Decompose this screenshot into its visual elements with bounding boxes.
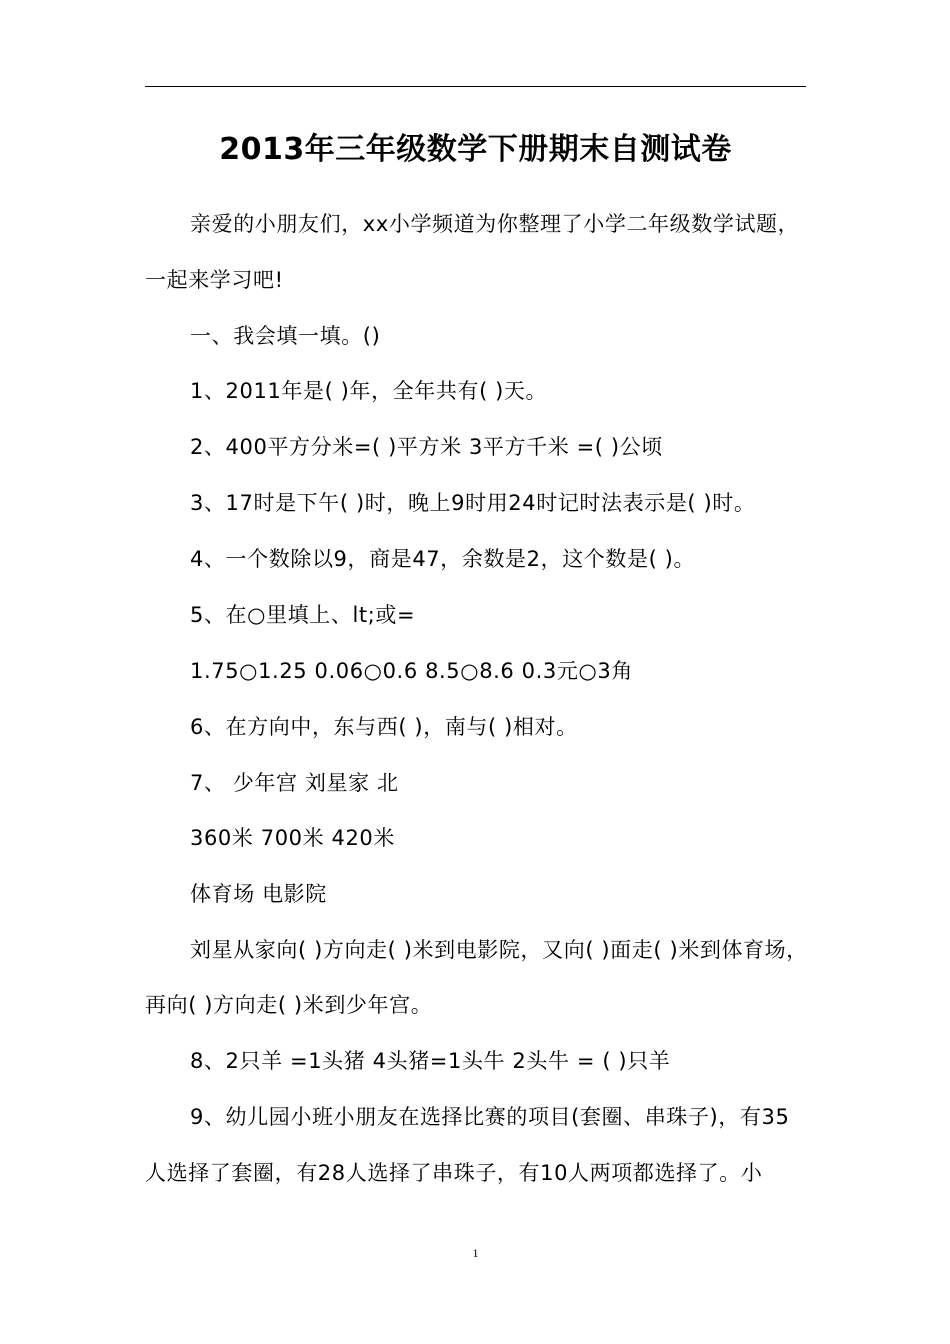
text-line: 一起来学习吧! <box>145 268 284 292</box>
question-line: 再向( )方向走( )米到少年宫。 <box>145 993 433 1017</box>
question-line: 8、2只羊 =1头猪 4头猪=1头牛 2头牛 = ( )只羊 <box>190 1049 671 1073</box>
question-line: 1.75○1.25 0.06○0.6 8.5○8.6 0.3元○3角 <box>190 659 633 683</box>
document-title: 2013年三年级数学下册期末自测试卷 <box>219 132 732 167</box>
question-line: 3、17时是下午( )时，晚上9时用24时记时法表示是( )时。 <box>190 491 756 515</box>
question-line: 2、400平方分米=( )平方米 3平方千米 =( )公顷 <box>190 435 663 459</box>
question-line: 1、2011年是( )年，全年共有( )天。 <box>190 379 548 403</box>
header-rule <box>145 86 806 87</box>
question-line: 360米 700米 420米 <box>190 826 395 850</box>
question-line: 刘星从家向( )方向走( )米到电影院，又向( )面走( )米到体育场， <box>190 938 808 962</box>
question-line: 7、 少年宫 刘星家 北 <box>190 771 399 795</box>
question-line: 人选择了套圈，有28人选择了串珠子，有10人两项都选择了。小 <box>145 1161 763 1185</box>
text-line: 亲爱的小朋友们，xx小学频道为你整理了小学二年级数学试题， <box>190 212 800 236</box>
question-line: 5、在○里填上、lt;或= <box>190 603 416 627</box>
question-line: 4、一个数除以9，商是47，余数是2，这个数是( )。 <box>190 547 696 571</box>
question-line: 6、在方向中，东与西( )，南与( )相对。 <box>190 715 578 739</box>
question-line: 9、幼儿园小班小朋友在选择比赛的项目(套圈、串珠子)，有35 <box>190 1105 790 1129</box>
question-line: 体育场 电影院 <box>190 882 327 906</box>
section-heading: 一、我会填一填。() <box>190 324 381 348</box>
page-number: 1 <box>472 1246 479 1260</box>
